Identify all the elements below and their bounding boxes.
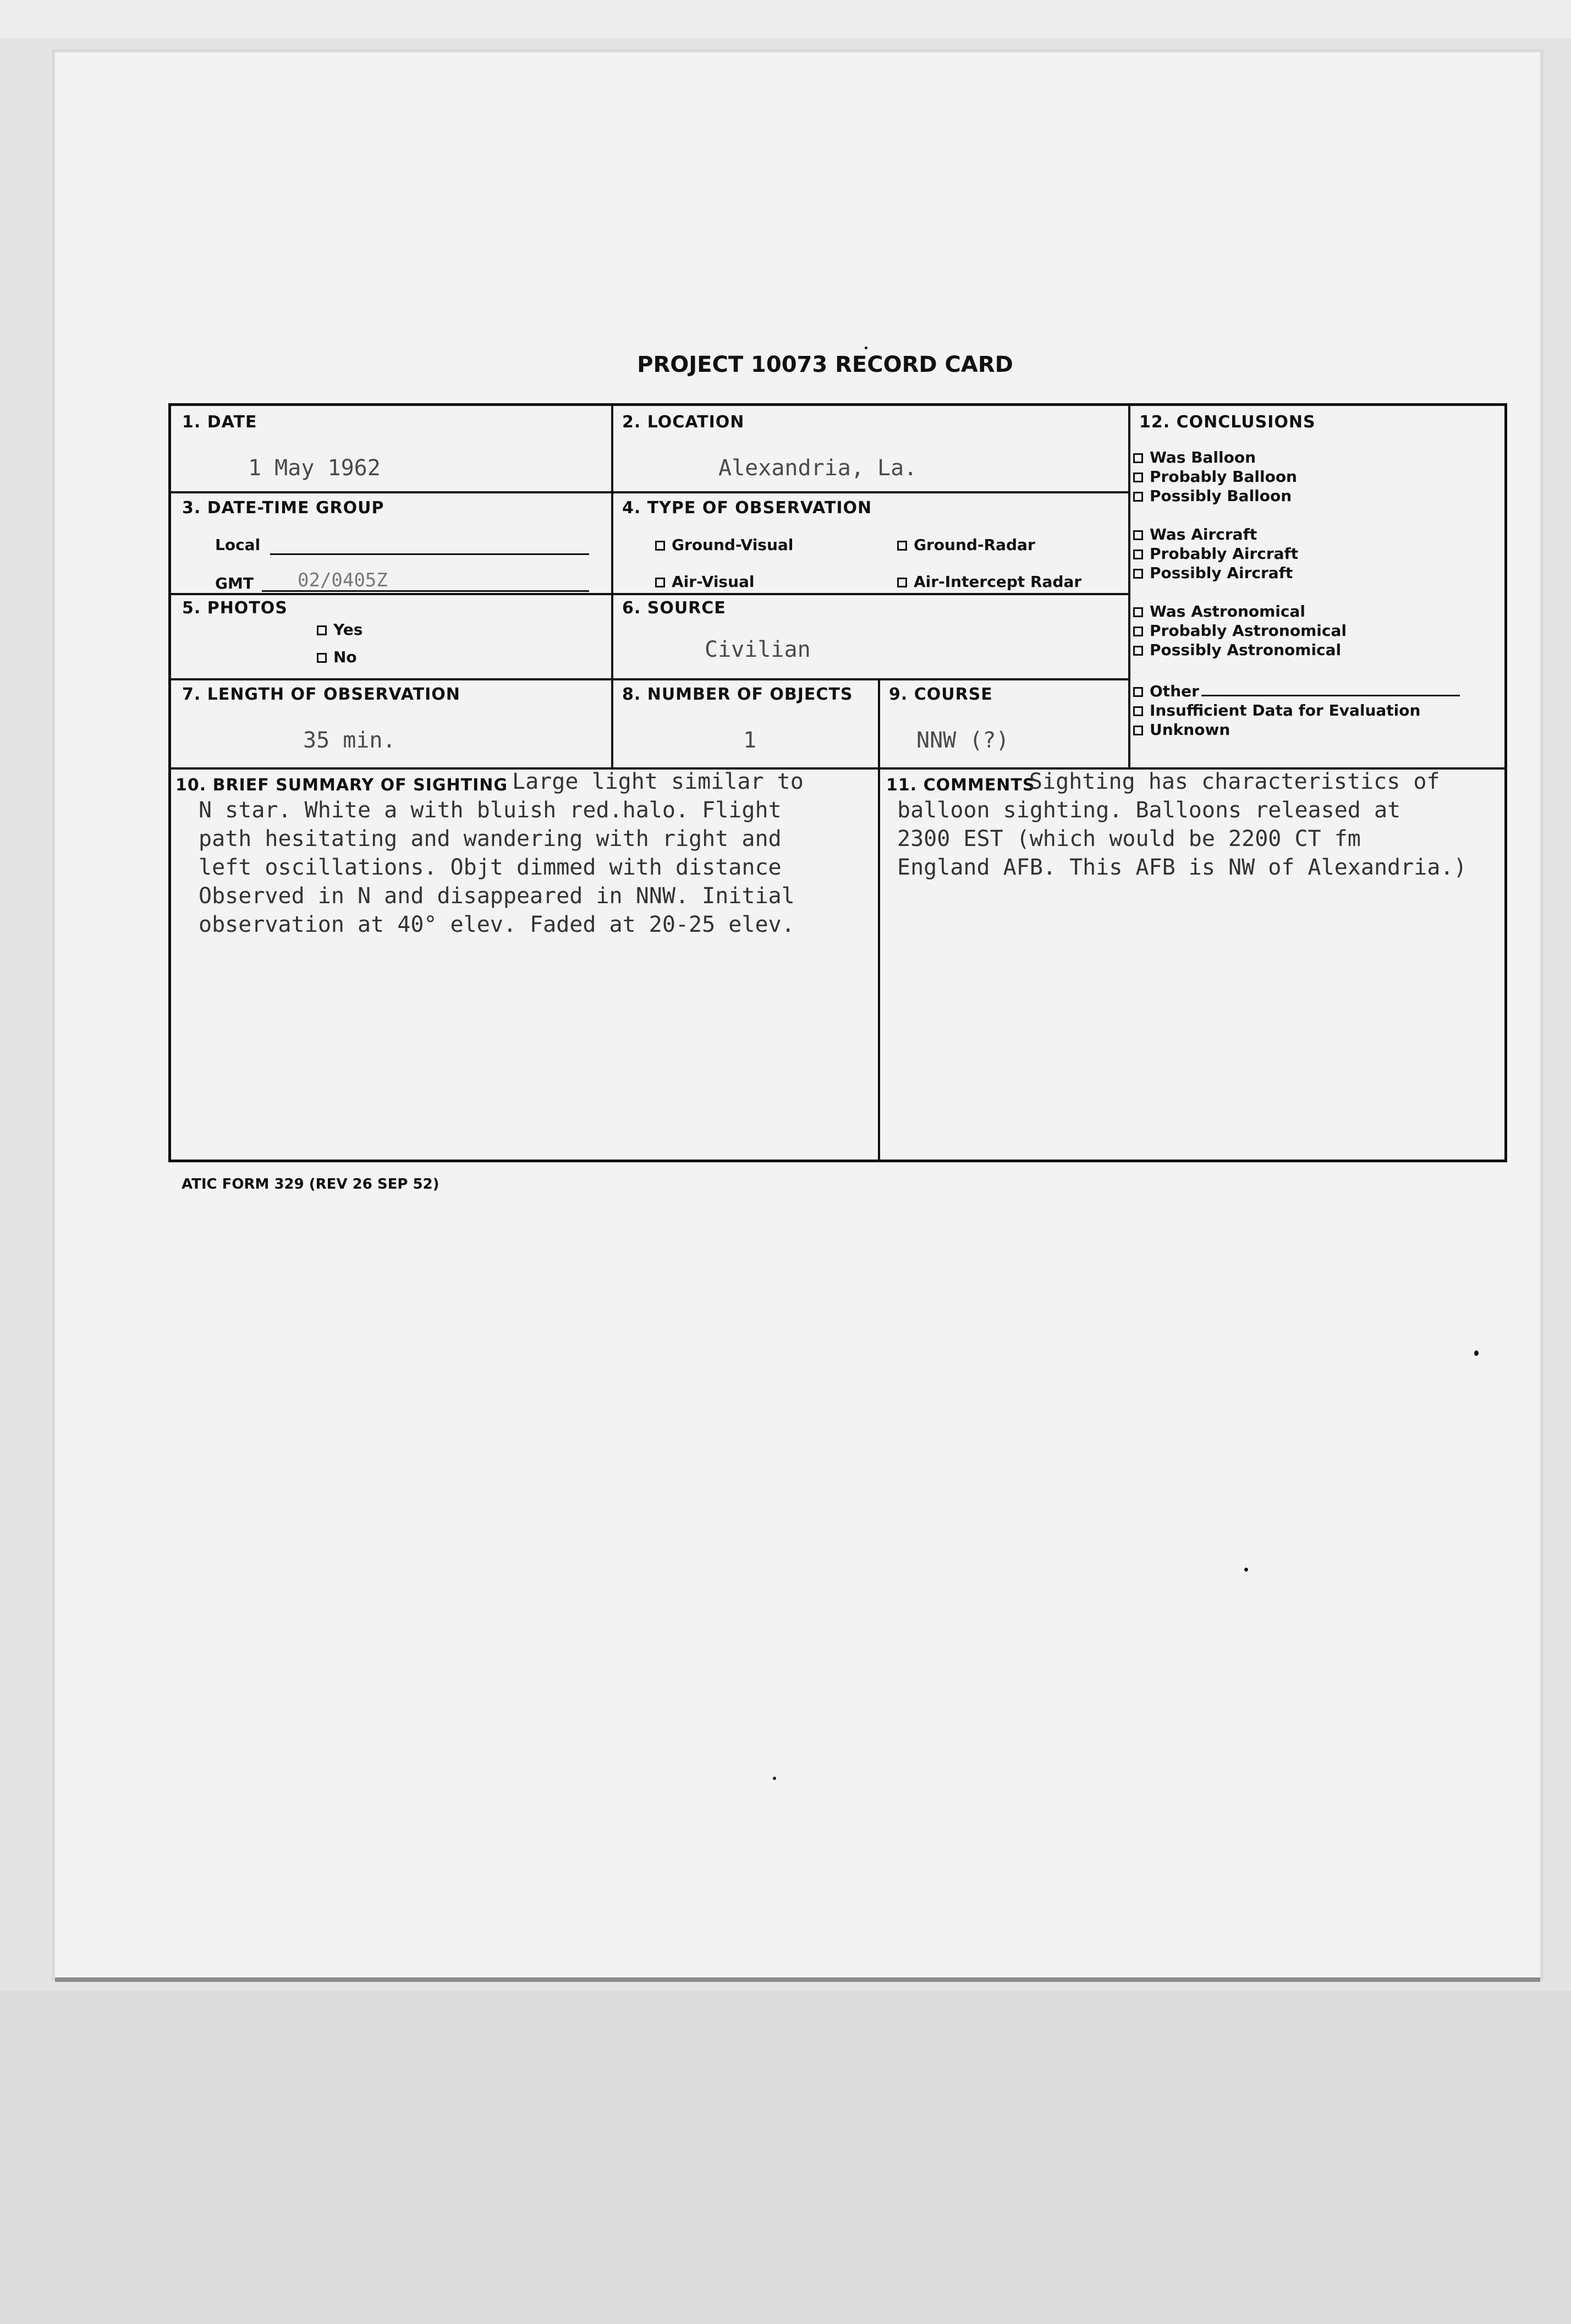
conclusion-item: Was Astronomical (1133, 602, 1305, 620)
conclusion-item: Probably Balloon (1133, 468, 1297, 486)
comments-line: balloon sighting. Balloons released at (897, 798, 1401, 823)
checkbox-icon (1133, 473, 1143, 482)
objects-value: 1 (743, 728, 757, 753)
checkbox-icon (1133, 627, 1143, 636)
photos-yes-option: Yes (317, 620, 362, 639)
summary-line: Observed in N and disappeared in NNW. Initial (199, 883, 795, 909)
gmt-value: 02/0405Z (298, 569, 388, 591)
conclusion-item: Possibly Aircraft (1133, 564, 1293, 582)
checkbox-icon (1133, 607, 1143, 617)
air-intercept-option: Air-Intercept Radar (897, 573, 1081, 591)
type-label: 4. TYPE OF OBSERVATION (622, 498, 872, 518)
divider (171, 593, 1128, 595)
gmt-label: GMT (215, 574, 254, 592)
dust-speck (865, 347, 867, 349)
dust-speck (1474, 1350, 1479, 1356)
conclusion-item: Unknown (1133, 721, 1230, 739)
record-card (168, 403, 1507, 1162)
dust-speck (773, 1777, 776, 1780)
conclusion-item: Possibly Astronomical (1133, 641, 1341, 659)
checkbox-icon (1133, 726, 1143, 735)
conclusion-item: Was Balloon (1133, 448, 1256, 466)
length-value: 35 min. (303, 728, 396, 753)
comments-line: Sighting has characteristics of (1029, 769, 1440, 794)
dust-speck (1244, 1568, 1248, 1572)
source-label: 6. SOURCE (622, 598, 726, 618)
course-value: NNW (?) (916, 728, 1009, 753)
course-label: 9. COURSE (889, 685, 993, 704)
photos-no-option: No (317, 648, 357, 666)
photos-label: 5. PHOTOS (182, 598, 288, 618)
form-number: ATIC FORM 329 (REV 26 SEP 52) (182, 1176, 440, 1193)
checkbox-icon (317, 625, 327, 635)
conclusion-item: Was Aircraft (1133, 525, 1257, 543)
divider (1128, 406, 1130, 767)
summary-line: path hesitating and wandering with right and (199, 826, 782, 851)
checkbox-icon (1133, 706, 1143, 716)
comments-line: England AFB. This AFB is NW of Alexandria.) (897, 855, 1467, 880)
location-value: Alexandria, La. (718, 455, 918, 481)
date-label: 1. DATE (182, 413, 257, 432)
checkbox-icon (655, 541, 665, 551)
comments-line: 2300 EST (which would be 2200 CT fm (897, 826, 1361, 851)
divider (171, 678, 1128, 680)
length-label: 7. LENGTH OF OBSERVATION (182, 685, 460, 704)
checkbox-icon (1133, 453, 1143, 463)
conclusion-item: Other (1133, 682, 1460, 700)
checkbox-icon (1133, 687, 1143, 697)
checkbox-icon (655, 578, 665, 587)
comments-label: 11. COMMENTS (886, 776, 1035, 795)
film-background (0, 1991, 1571, 2324)
ground-radar-option: Ground-Radar (897, 536, 1035, 554)
local-blank (270, 553, 589, 555)
card-title: PROJECT 10073 RECORD CARD (637, 352, 1013, 377)
summary-line: observation at 40° elev. Faded at 20-25 elev. (199, 912, 795, 937)
summary-line: N star. White a with bluish red.halo. Flight (199, 798, 782, 823)
objects-label: 8. NUMBER OF OBJECTS (622, 685, 853, 704)
divider (878, 678, 880, 767)
location-label: 2. LOCATION (622, 413, 745, 432)
checkbox-icon (1133, 550, 1143, 559)
source-value: Civilian (705, 637, 811, 662)
divider (611, 406, 613, 767)
summary-line: Large light similar to (512, 769, 804, 794)
conclusion-item: Probably Astronomical (1133, 622, 1347, 640)
local-label: Local (215, 536, 261, 554)
conclusion-item: Probably Aircraft (1133, 545, 1298, 563)
film-border (0, 0, 1571, 39)
checkbox-icon (1133, 646, 1143, 656)
summary-label: 10. BRIEF SUMMARY OF SIGHTING (175, 776, 508, 795)
date-value: 1 May 1962 (248, 455, 381, 481)
divider (171, 491, 1128, 493)
checkbox-icon (897, 541, 907, 551)
checkbox-icon (1133, 569, 1143, 579)
checkbox-icon (1133, 492, 1143, 502)
checkbox-icon (317, 653, 327, 663)
checkbox-icon (897, 578, 907, 587)
conclusion-item: Possibly Balloon (1133, 487, 1292, 505)
dtg-label: 3. DATE-TIME GROUP (182, 498, 384, 518)
conclusions-label: 12. CONCLUSIONS (1139, 413, 1316, 432)
checkbox-icon (1133, 530, 1143, 540)
summary-line: left oscillations. Objt dimmed with distance (199, 855, 782, 880)
conclusion-item: Insufficient Data for Evaluation (1133, 701, 1420, 719)
ground-visual-option: Ground-Visual (655, 536, 793, 554)
air-visual-option: Air-Visual (655, 573, 755, 591)
